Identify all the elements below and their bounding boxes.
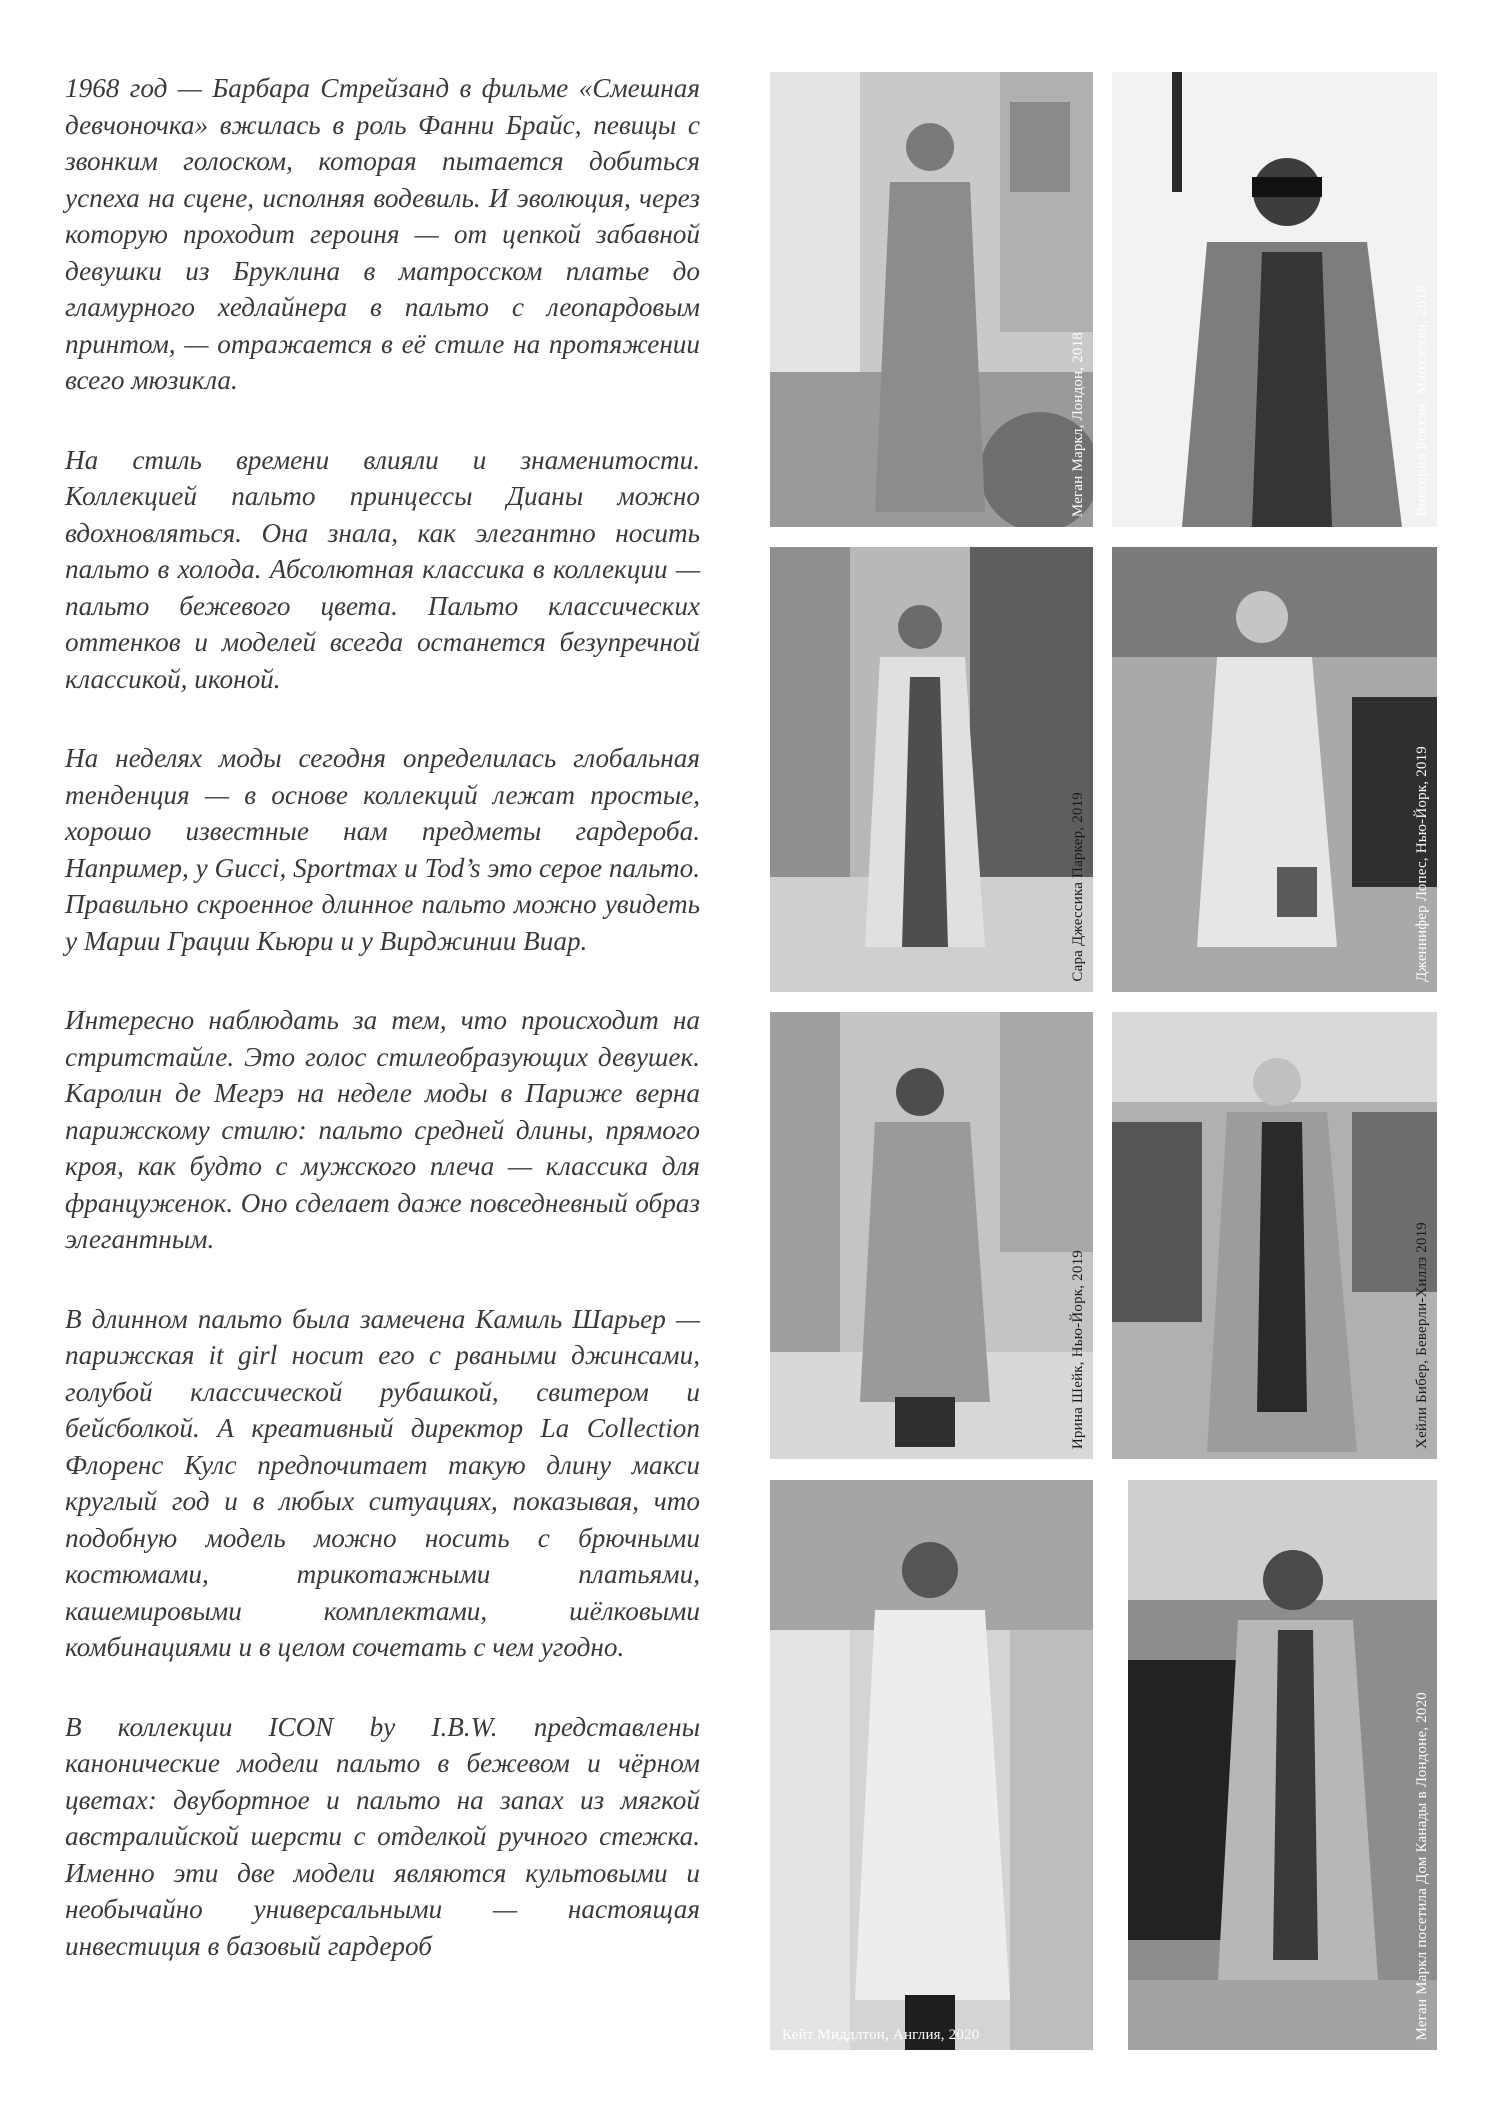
photo-sarah-jessica-parker [770,547,1093,992]
photo-irina-shayk-new-york-image [770,1012,1093,1459]
photo-hailey-bieber-beverly-hills [1112,1012,1437,1459]
photo-kate-middleton-england-image [770,1480,1093,2050]
photo-caption: Хейли Бибер, Беверли-Хиллз 2019 [1414,1222,1430,1449]
photo-meghan-markle-canada-house-image [1128,1480,1437,2050]
photo-caption: Дженнифер Лопес, Нью-Йорк, 2019 [1414,746,1430,982]
article-paragraph-6: В коллекции ICON by I.B.W. представлены канонические модели пальто в бежевом и чёрном цветах: двубортное и пальто на запах из мягкой австралийской шерсти с отделкой ручного стежка. Именно эти две модели являются культовыми и необычайно универсальными — настоящая инвестиция в базовый гардероб [65,1711,700,1961]
photo-caption: Меган Маркл посетила Дом Канады в Лондоне, 2020 [1414,1691,1430,2040]
article-text [65,70,700,2007]
photo-meghan-markle-canada-house [1128,1480,1437,2050]
photo-irina-shayk-new-york [770,1012,1093,1459]
photo-jennifer-lopez-new-york [1112,547,1437,992]
photo-meghan-markle-london [770,72,1093,527]
photo-caption: Сара Джессика Паркер, 2019 [1070,792,1086,982]
photo-sarah-jessica-parker-image [770,547,1093,992]
photo-victoria-beckham-manhattan [1112,72,1437,527]
article-paragraph-3: На неделях моды сегодня определилась глобальная тенденция — в основе коллекций лежат простые, хорошо известные нам предметы гардероба. Например, у Gucci, Sportmax и Tod’s это серое пальто. Правильно скроенное длинное пальто можно увидеть у Марии Грации Кьюри и у Вирджинии Виар. [65,743,700,956]
article-paragraph-4: Интересно наблюдать за тем, что происходит на стритстайле. Это голос стилеобразующих девушек. Каролин де Мегрэ на неделе моды в Париже верна парижскому стилю: пальто средней длины, прямого кроя, как будто с мужского плеча — классика для француженок. Оно сделает даже повседневный образ элегантным. [65,1005,700,1254]
photo-caption: Кейт Миддлтон, Англия, 2020 [782,2027,980,2043]
photo-victoria-beckham-manhattan-image [1112,72,1437,527]
photo-caption: Меган Маркл, Лондон, 2018 [1070,331,1086,517]
article-paragraph-2: На стиль времени влияли и знаменитости. Коллекцией пальто принцессы Дианы можно вдохновляться. Она знала, как элегантно носить пальто в холода. Абсолютная классика в коллекции — пальто бежевого цвета. Пальто классических оттенков и моделей всегда останется безупречной классикой, иконой. [65,444,700,694]
article-paragraph-1: 1968 год — Барбара Стрейзанд в фильме «Смешная девчоночка» вжилась в роль Фанни Брайс, певицы с звонким голоском, которая пытается добиться успеха на сцене, исполняя водевиль. И эволюция, через которую проходит героиня — от цепкой забавной девушки из Бруклина в матросском платье до гламурного хедлайнера в пальто с леопардовым принтом, — отражается в её стиле на протяжении всего мюзикла. [65,73,700,395]
photo-kate-middleton-england [770,1480,1093,2050]
article-paragraph-5: В длинном пальто была замечена Камиль Шарьер — парижская it girl носит его с рваными джинсами, голубой классической рубашкой, свитером и бейсболкой. А креативный директор La Collection Флоренс Кулс предпочитает такую длину макси круглый год и в любых ситуациях, показывая, что подобную модель можно носить с брючными костюмами, трикотажными платьями, кашемировыми комплектами, шёлковыми комбинациями и в целом сочетать с чем угодно. [65,1303,700,1662]
photo-caption: Ирина Шейк, Нью-Йорк, 2019 [1070,1249,1086,1449]
photo-caption: Виктория Бекхэм, Манхэттен, 2018 [1414,285,1430,517]
photo-jennifer-lopez-new-york-image [1112,547,1437,992]
photo-meghan-markle-london-image [770,72,1093,527]
photo-hailey-bieber-beverly-hills-image [1112,1012,1437,1459]
